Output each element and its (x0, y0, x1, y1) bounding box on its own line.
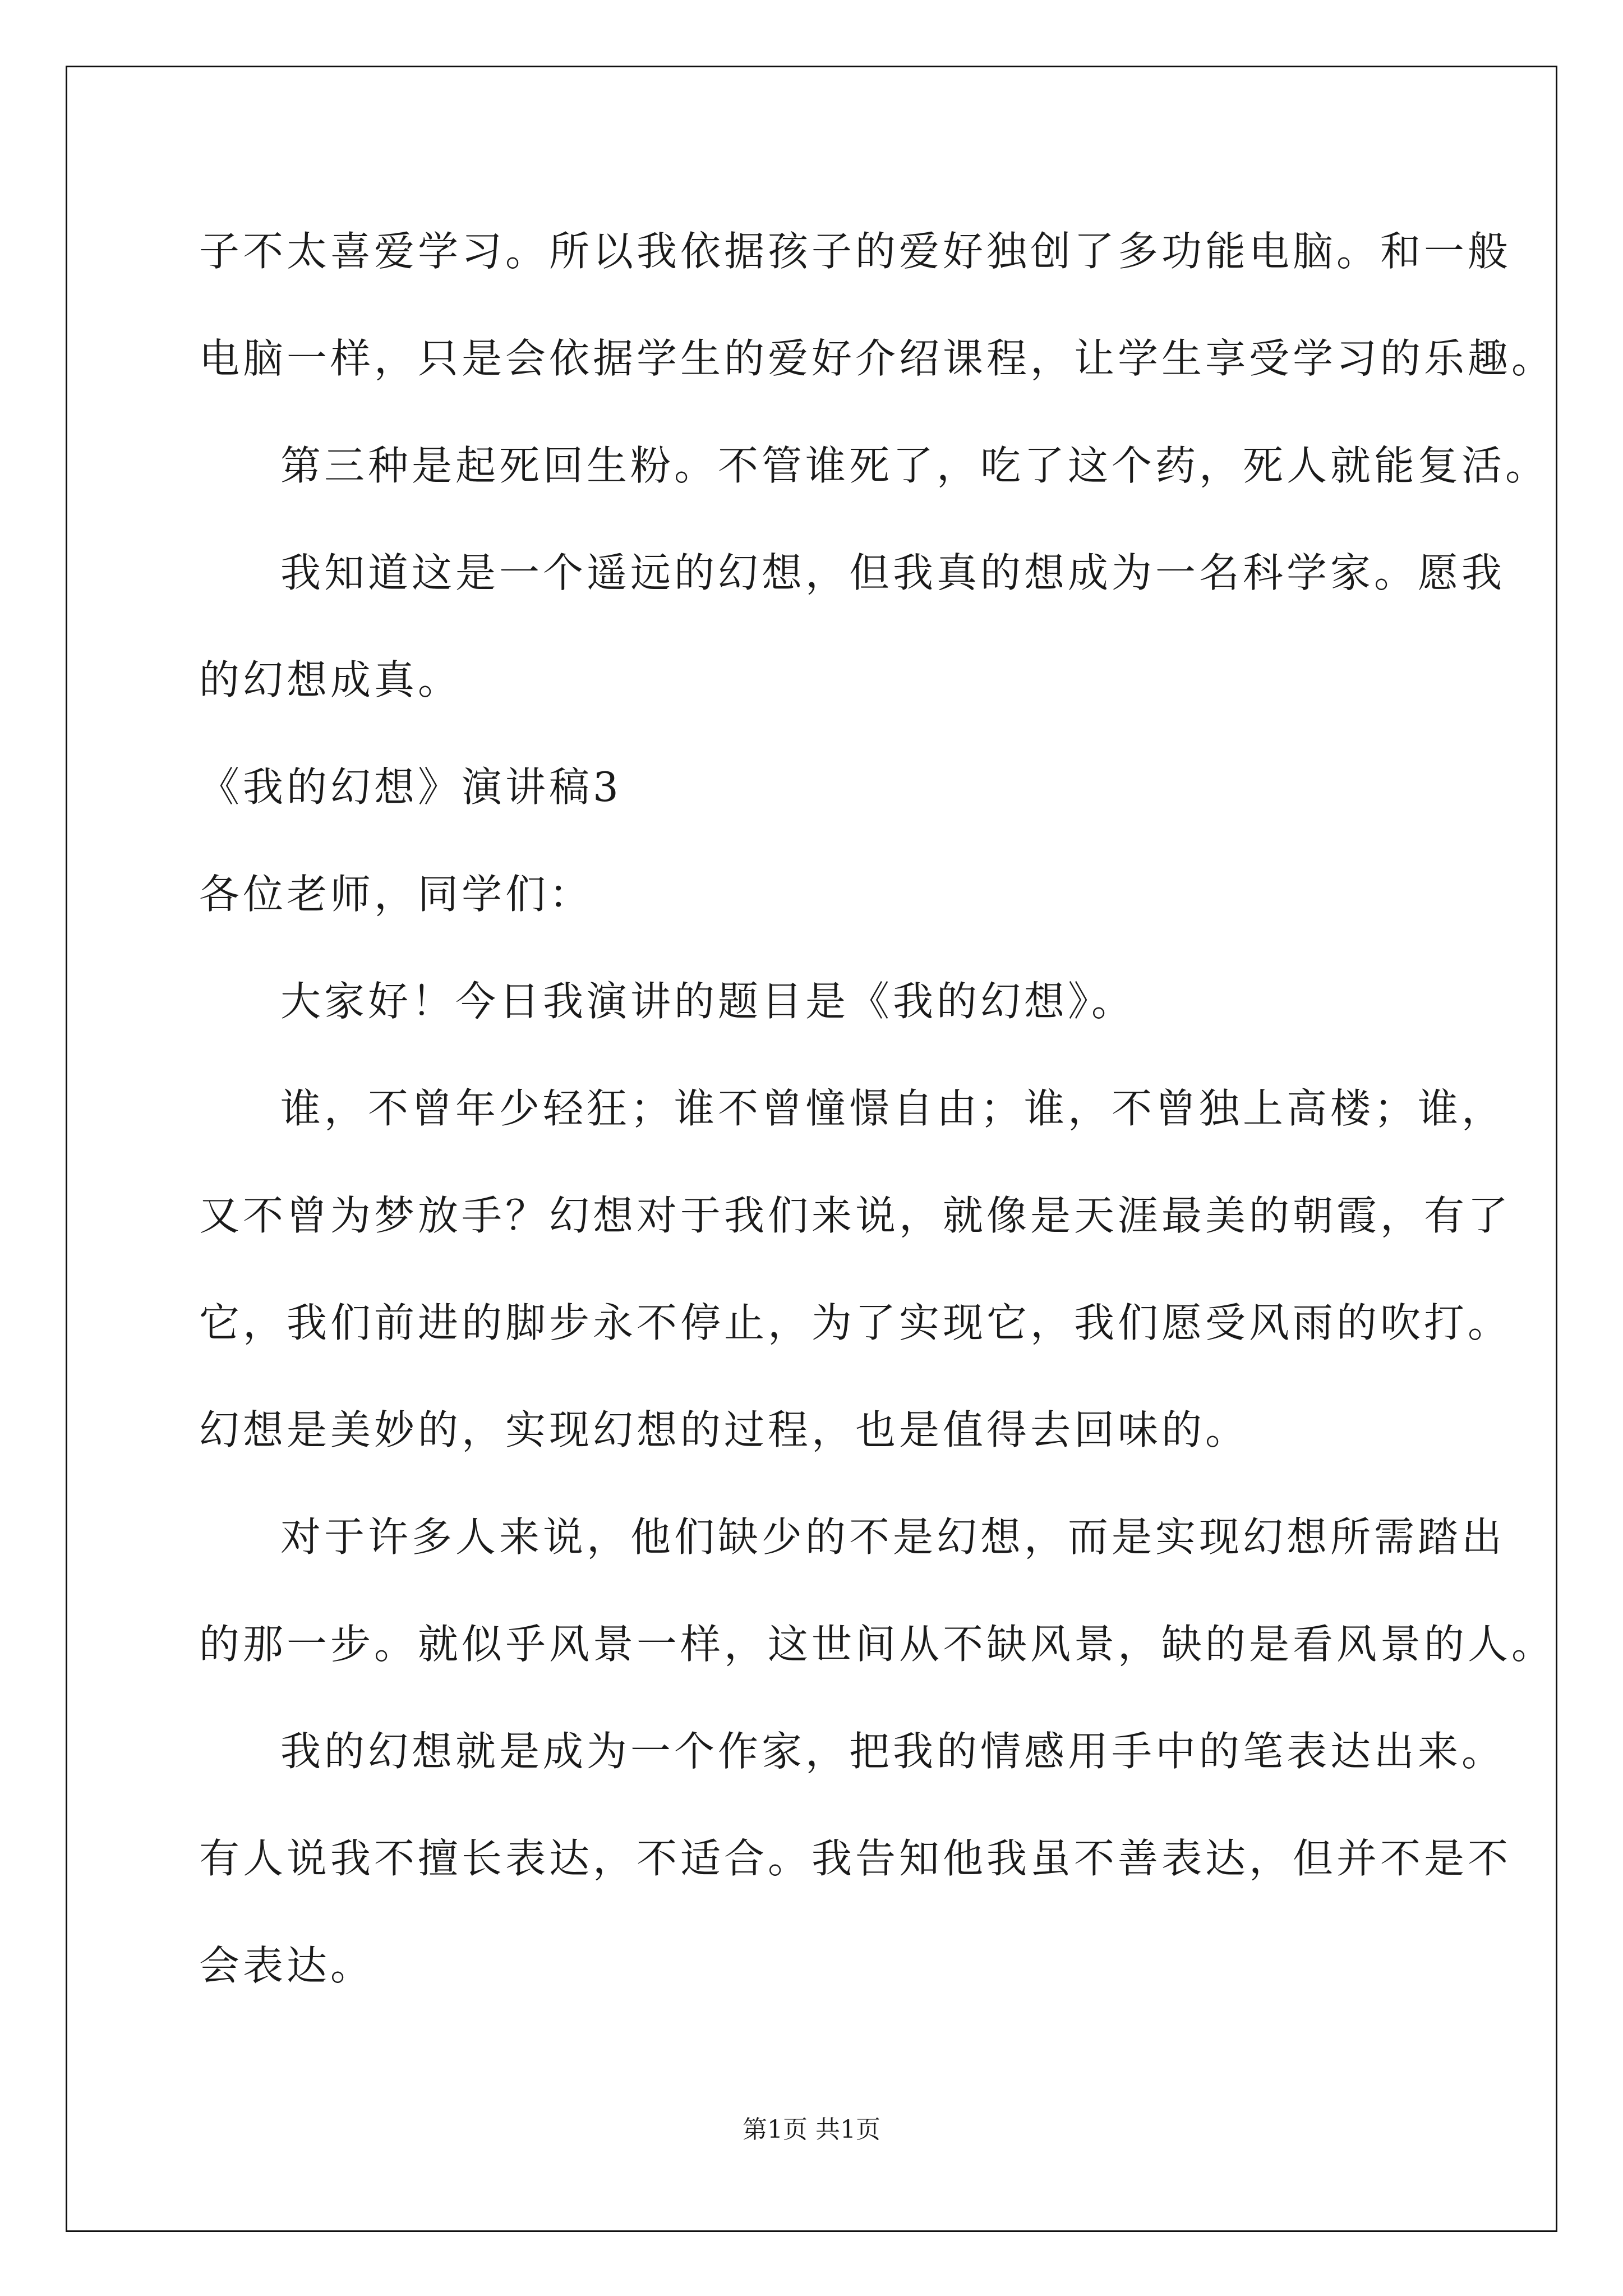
page-footer: 第1页 共1页 (743, 2115, 880, 2144)
page-border (66, 66, 1557, 2232)
paragraph-line: 大家好！今日我演讲的题目是《我的幻想》。 (280, 978, 1136, 1025)
paragraph-line: 我知道这是一个遥远的幻想，但我真的想成为一名科学家。愿我 (280, 549, 1506, 596)
paragraph-line: 的那一步。就似乎风景一样，这世间从不缺风景，缺的是看风景的人。 (199, 1621, 1556, 1668)
paragraph-line: 电脑一样，只是会依据学生的爱好介绍课程，让学生享受学习的乐趣。 (199, 335, 1556, 382)
paragraph-line: 会表达。 (199, 1942, 375, 1989)
paragraph-line: 的幻想成真。 (199, 656, 462, 703)
paragraph-line: 有人说我不擅长表达，不适合。我告知他我虽不善表达，但并不是不 (199, 1835, 1512, 1882)
paragraph-line: 又不曾为梦放手？幻想对于我们来说，就像是天涯最美的朝霞，有了 (199, 1192, 1512, 1239)
paragraph-line: 第三种是起死回生粉。不管谁死了，吃了这个药，死人就能复活。 (280, 442, 1550, 489)
paragraph-line: 对于许多人来说，他们缺少的不是幻想，而是实现幻想所需踏出 (280, 1513, 1506, 1561)
paragraph-line: 子不太喜爱学习。所以我依据孩子的爱好独创了多功能电脑。和一般 (199, 228, 1512, 275)
paragraph-line: 它，我们前进的脚步永不停止，为了实现它，我们愿受风雨的吹打。 (199, 1299, 1512, 1346)
paragraph-line: 幻想是美妙的，实现幻想的过程，也是值得去回味的。 (199, 1406, 1249, 1453)
section-heading: 《我的幻想》演讲稿3 (199, 763, 622, 811)
paragraph-line: 我的幻想就是成为一个作家，把我的情感用手中的笔表达出来。 (280, 1728, 1506, 1775)
paragraph-line: 谁，不曾年少轻狂；谁不曾憧憬自由；谁，不曾独上高楼；谁， (280, 1085, 1506, 1132)
salutation: 各位老师，同学们： (199, 871, 593, 918)
